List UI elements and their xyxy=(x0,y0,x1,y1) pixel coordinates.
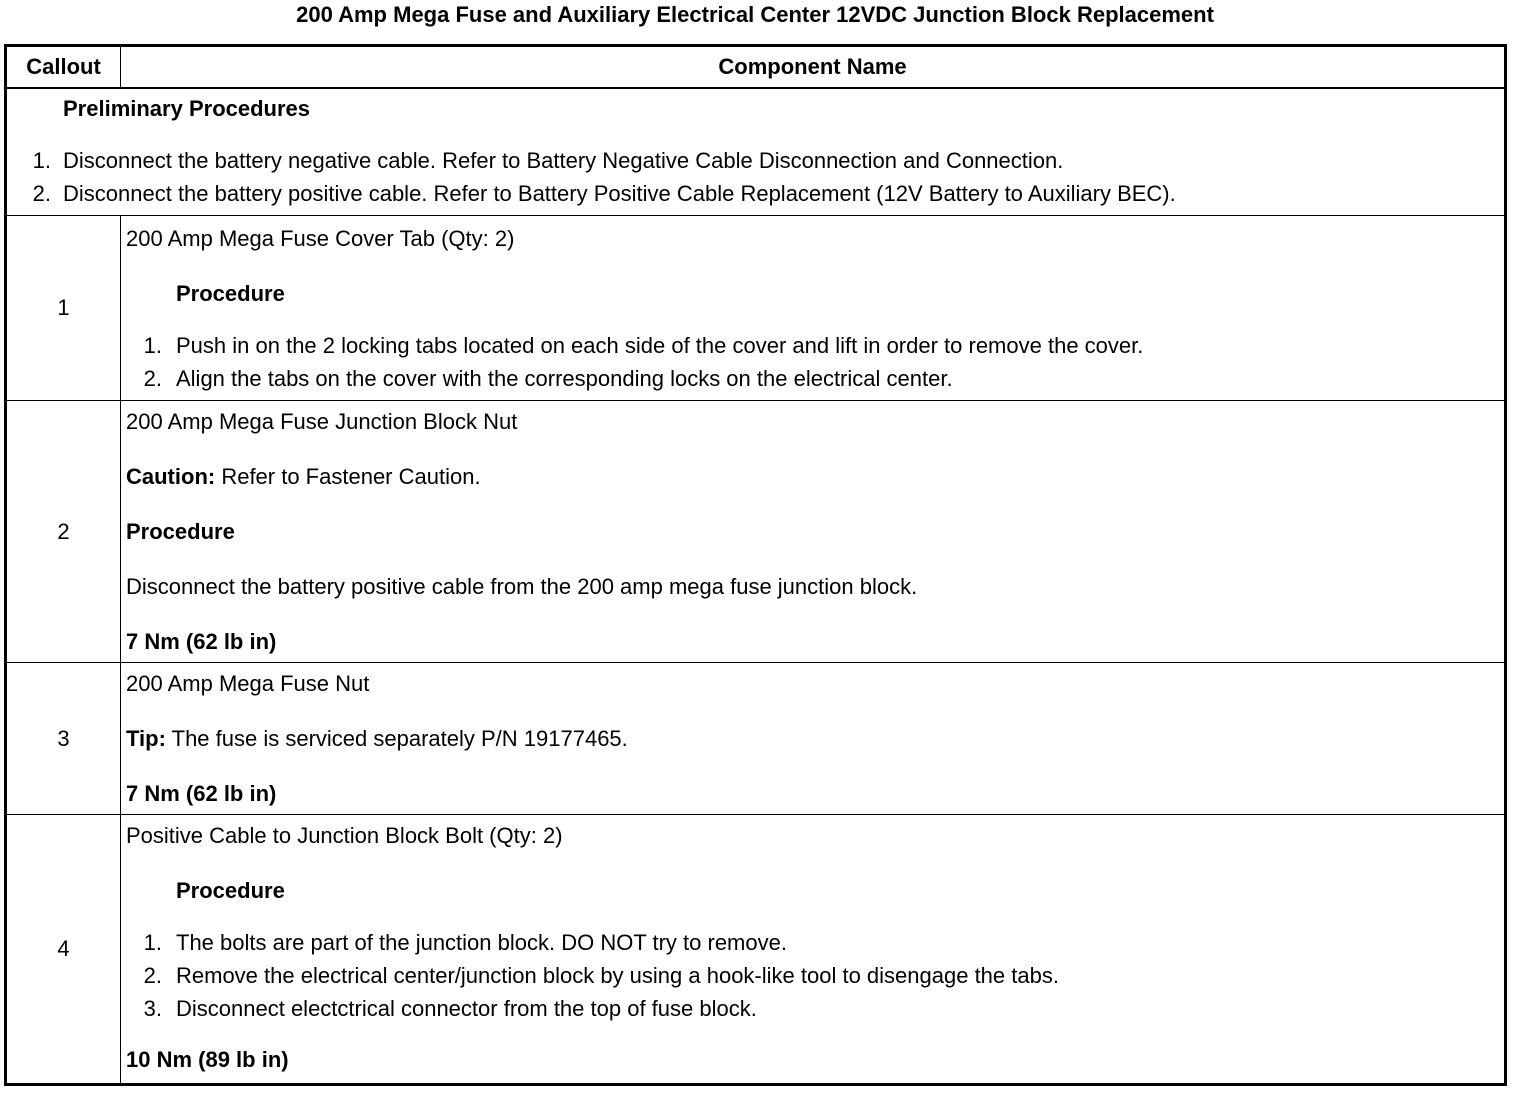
step-text: Align the tabs on the cover with the corresponding locks on the electrical center. xyxy=(176,366,953,391)
torque-spec: 7 Nm (62 lb in) xyxy=(126,629,277,654)
preliminary-heading: Preliminary Procedures xyxy=(63,96,311,121)
component-name: 200 Amp Mega Fuse Nut xyxy=(126,671,370,696)
caution-label: Caution: xyxy=(126,464,216,489)
list-item xyxy=(126,362,1504,395)
procedure-label: Procedure xyxy=(176,878,285,903)
step-number: 1. xyxy=(32,148,51,173)
list-item xyxy=(126,926,1504,959)
header-callout: Callout xyxy=(6,46,121,89)
procedure-steps xyxy=(126,926,1504,1025)
step-text: The bolts are part of the junction block. DO NOT try to remove. xyxy=(176,930,787,955)
step-text: Remove the electrical center/junction block by using a hook-like tool to disengage the tabs. xyxy=(176,963,1059,988)
step-text: Disconnect the battery negative cable. Refer to Battery Negative Cable Disconnection and Connection. xyxy=(63,148,1064,173)
table-row xyxy=(6,815,1506,1085)
tip-note xyxy=(126,726,1504,752)
step-number: 3. xyxy=(143,996,162,1021)
caution-text: Refer to Fastener Caution. xyxy=(215,464,481,489)
step-number: 1. xyxy=(143,930,162,955)
component-name: 200 Amp Mega Fuse Junction Block Nut xyxy=(126,409,518,434)
callout-number: 1 xyxy=(6,216,121,401)
torque-spec: 10 Nm (89 lb in) xyxy=(126,1047,289,1072)
list-item xyxy=(126,959,1504,992)
step-text: Disconnect electctrical connector from the top of fuse block. xyxy=(176,996,757,1021)
procedure-steps xyxy=(126,329,1504,395)
callout-table xyxy=(4,44,1507,1086)
tip-text: The fuse is serviced separately P/N 19177465. xyxy=(165,726,628,751)
step-text: Push in on the 2 locking tabs located on each side of the cover and lift in order to remove the cover. xyxy=(176,333,1144,358)
step-number: 2. xyxy=(32,181,51,206)
table-row xyxy=(6,216,1506,401)
callout-number: 3 xyxy=(6,663,121,815)
table-header-row xyxy=(6,46,1506,89)
step-number: 1. xyxy=(143,333,162,358)
component-name: Positive Cable to Junction Block Bolt (Qty: 2) xyxy=(126,823,563,848)
component-name: 200 Amp Mega Fuse Cover Tab (Qty: 2) xyxy=(126,226,515,251)
document-title: 200 Amp Mega Fuse and Auxiliary Electrical Center 12VDC Junction Block Replacement xyxy=(296,2,1214,27)
step-number: 2. xyxy=(143,366,162,391)
procedure-label: Procedure xyxy=(126,519,235,544)
procedure-text: Disconnect the battery positive cable from the 200 amp mega fuse junction block. xyxy=(126,574,918,599)
procedure-label: Procedure xyxy=(176,281,285,306)
step-number: 2. xyxy=(143,963,162,988)
caution-note xyxy=(126,464,1504,490)
list-item xyxy=(126,992,1504,1025)
component-cell xyxy=(121,401,1506,663)
table-row xyxy=(6,401,1506,663)
list-item xyxy=(7,144,1504,177)
component-cell xyxy=(121,663,1506,815)
torque-spec: 7 Nm (62 lb in) xyxy=(126,781,277,806)
preliminary-steps xyxy=(7,144,1504,210)
table-row xyxy=(6,663,1506,815)
callout-number: 4 xyxy=(6,815,121,1085)
callout-number: 2 xyxy=(6,401,121,663)
preliminary-row xyxy=(6,88,1506,216)
component-cell xyxy=(121,815,1506,1085)
step-text: Disconnect the battery positive cable. Refer to Battery Positive Cable Replacement (12V Battery to Auxiliary BEC). xyxy=(63,181,1176,206)
component-cell xyxy=(121,216,1506,401)
list-item xyxy=(126,329,1504,362)
preliminary-cell xyxy=(6,88,1506,216)
tip-label: Tip: xyxy=(126,726,166,751)
header-component-name: Component Name xyxy=(121,46,1506,89)
list-item xyxy=(7,177,1504,210)
